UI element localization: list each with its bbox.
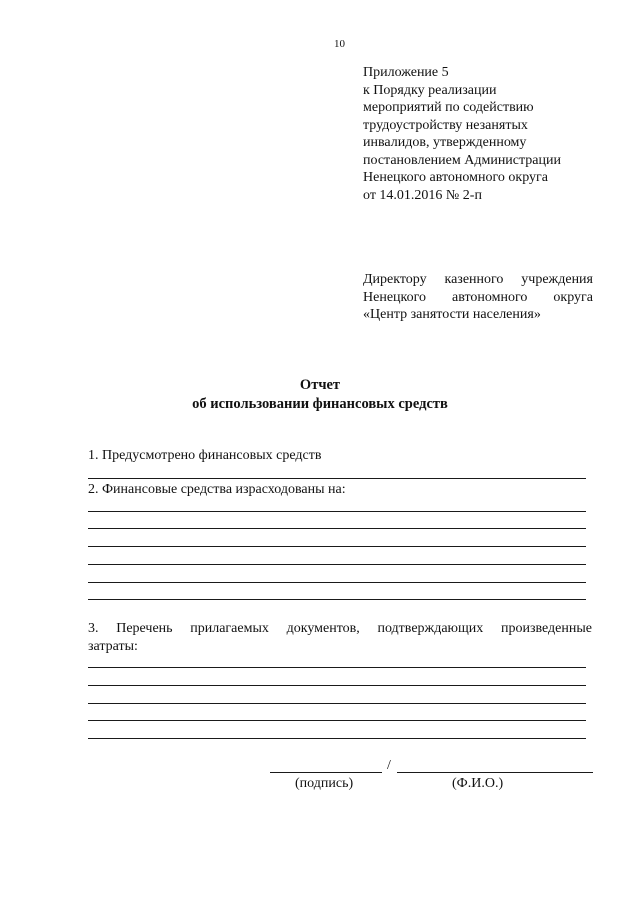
fill-line <box>88 582 586 583</box>
name-caption: (Ф.И.О.) <box>452 776 504 791</box>
fill-line <box>88 511 586 512</box>
item-3-block <box>88 620 592 656</box>
appendix-block <box>363 64 603 204</box>
fill-line <box>88 528 586 529</box>
fill-line <box>88 738 586 739</box>
item-3-label: 3. Перечень прилагаемых документов, подтверждающих произведенные <box>88 621 592 636</box>
item-3-label-continuation: затраты: <box>88 639 138 654</box>
appendix-line: постановлением Администрации <box>363 152 561 168</box>
appendix-line: инвалидов, утвержденному <box>363 135 527 150</box>
addressee-line: Директору казенного учреждения <box>363 272 593 287</box>
signature-line <box>270 772 382 773</box>
name-line <box>397 772 593 773</box>
fill-line <box>88 685 586 686</box>
appendix-line: Ненецкого автономного округа <box>363 170 548 185</box>
appendix-line: к Порядку реализации <box>363 82 497 98</box>
appendix-line: Приложение 5 <box>363 65 449 80</box>
signature-caption: (подпись) <box>295 776 354 791</box>
document-title: Отчет <box>299 377 341 393</box>
fill-line <box>88 478 586 479</box>
signature-separator: / <box>387 758 391 773</box>
addressee-block <box>363 271 593 324</box>
document-subtitle: об использовании финансовых средств <box>192 396 448 412</box>
fill-line <box>88 546 586 547</box>
item-2-label: 2. Финансовые средства израсходованы на: <box>88 482 346 497</box>
appendix-line: трудоустройству незанятых <box>363 117 528 133</box>
addressee-line: Ненецкого автономного округа <box>363 289 593 305</box>
appendix-line: мероприятий по содействию <box>363 100 534 115</box>
addressee-line: «Центр занятости населения» <box>363 307 541 322</box>
fill-line <box>88 720 586 721</box>
fill-line <box>88 703 586 704</box>
fill-line <box>88 599 586 600</box>
page-number: 10 <box>334 38 345 50</box>
appendix-line: от 14.01.2016 № 2-п <box>363 187 482 203</box>
item-1-label: 1. Предусмотрено финансовых средств <box>88 448 322 463</box>
fill-line <box>88 564 586 565</box>
fill-line <box>88 667 586 668</box>
